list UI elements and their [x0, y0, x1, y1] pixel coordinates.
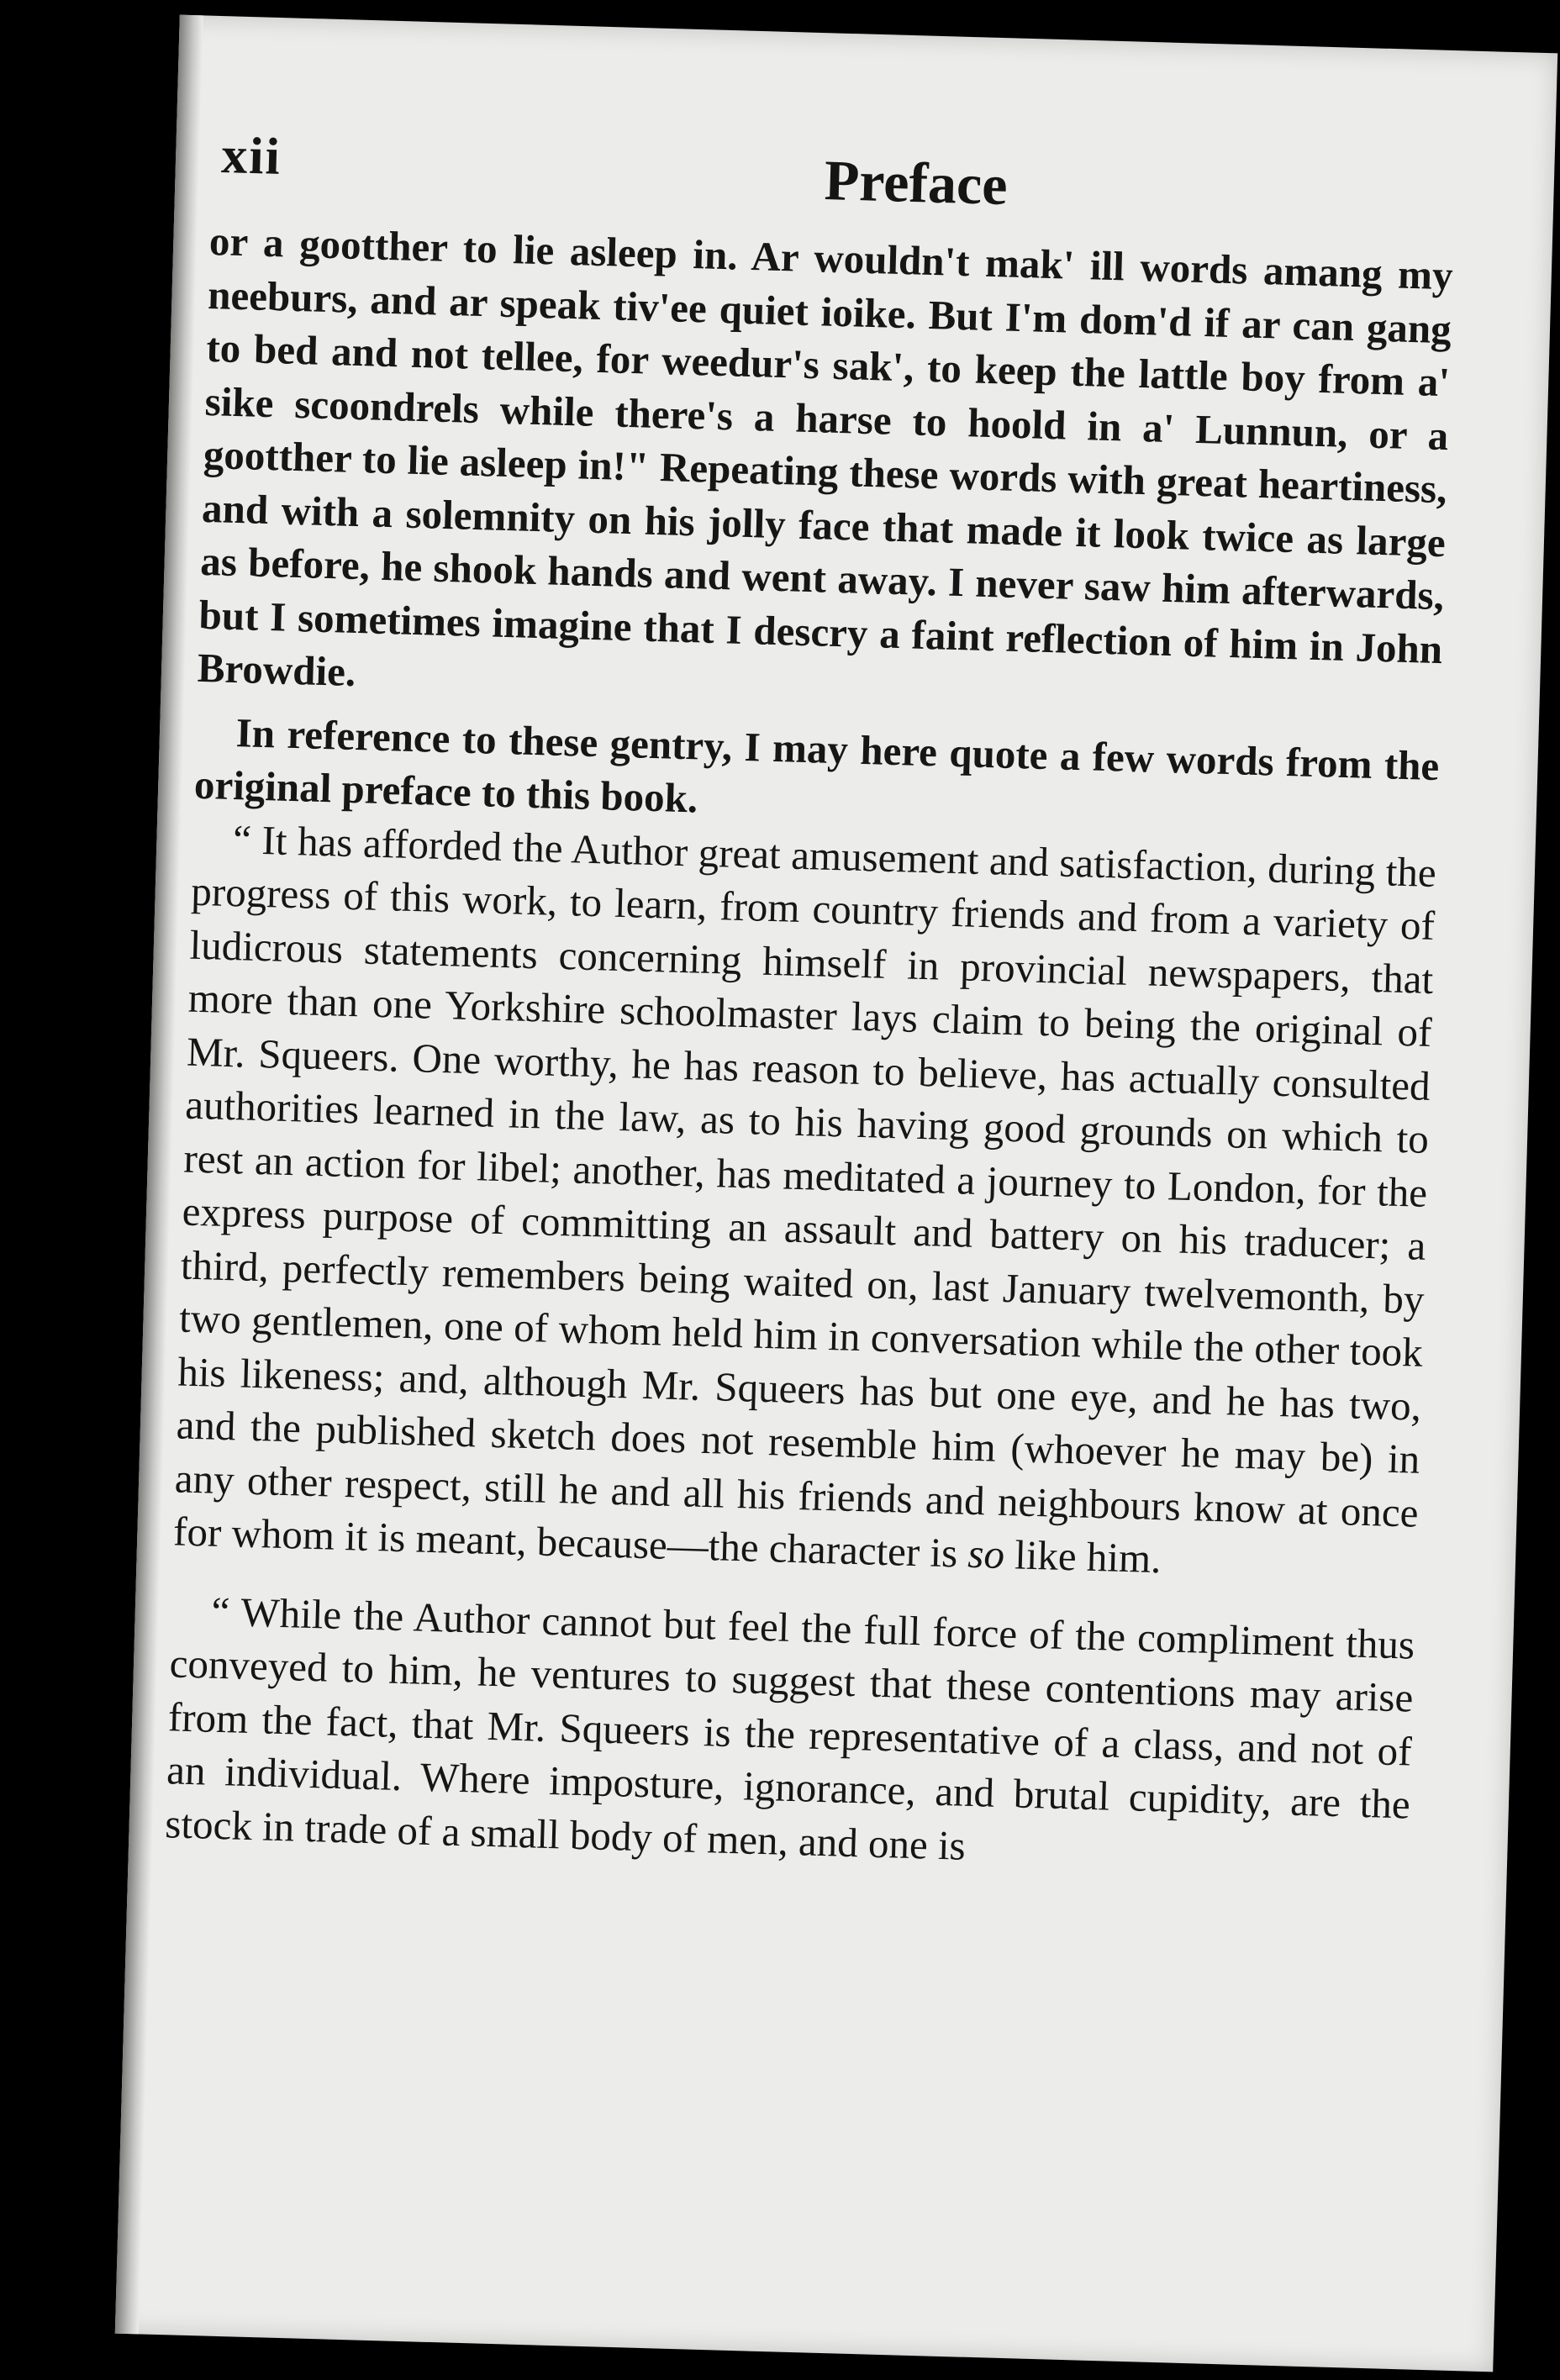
- quote-text: “ It has afforded the Author great amusement and satisfaction, during the progress of this work, to learn, from country friends and from a variety of ludicrous statements concerning himself in provincial newspapers, that more than one Yorkshire schoolmaster lays claim to being the original of Mr. Squeers. One worthy, he has reason to believe, has actually consulted authorities learned in the law, as to his having good grounds on which to rest an action for libel; another, has meditated a journey to London, for the express purpose of committing an assault and battery on his traducer; a third, perfectly remembers being waited on, last January twelvemonth, by two gentlemen, one of whom held him in conversation while the other took his likeness; and, although Mr. Squeers has but one eye, and he has two, and the published sketch does not resemble him (whoever he may be) in any other respect, still he and all his friends and neighbours know at once for whom it is meant, because—the character is: [172, 815, 1437, 1577]
- paragraph-reference: In reference to these gentry, I may here quote a few words from the original preface to this book.: [193, 708, 1441, 822]
- paragraph-quote-original-preface: [172, 811, 1436, 1593]
- body-text: [165, 214, 1454, 1885]
- quote-ending: like him.: [1014, 1531, 1162, 1582]
- paragraph-quote-class: “ While the Author cannot but feel the full force of the compliment thus conveyed to him, he ventures to suggest that these contentions may arise from the fact, that Mr. Squeers is the representative of a class, and not of an individual. Where imposture, ignorance, and brutal cupidity, are the stock in trade of a small body of men, and one is: [164, 1588, 1415, 1869]
- page-number: xii: [220, 126, 282, 186]
- paragraph-john-browdie: or a gootther to lie asleep in. Ar wouldn't mak' ill words amang my neeburs, and ar speak tiv'ee quiet ioike. But I'm dom'd if ar can gang to bed and not tellee, for weedur's sak', to keep the lattle boy from a' sike scoondrels while there's a harse to hoold in a' Lunnun, or a gootther to lie asleep in!" Repeating these words with great heartiness, and with a solemnity on his jolly face that made it look twice as large as before, he shook hands and went away. I never saw him afterwards, but I sometimes imagine that I descry a faint reflection of him in John Browdie.: [197, 217, 1454, 696]
- running-title: Preface: [823, 148, 1009, 218]
- italic-emphasis: so: [967, 1530, 1005, 1577]
